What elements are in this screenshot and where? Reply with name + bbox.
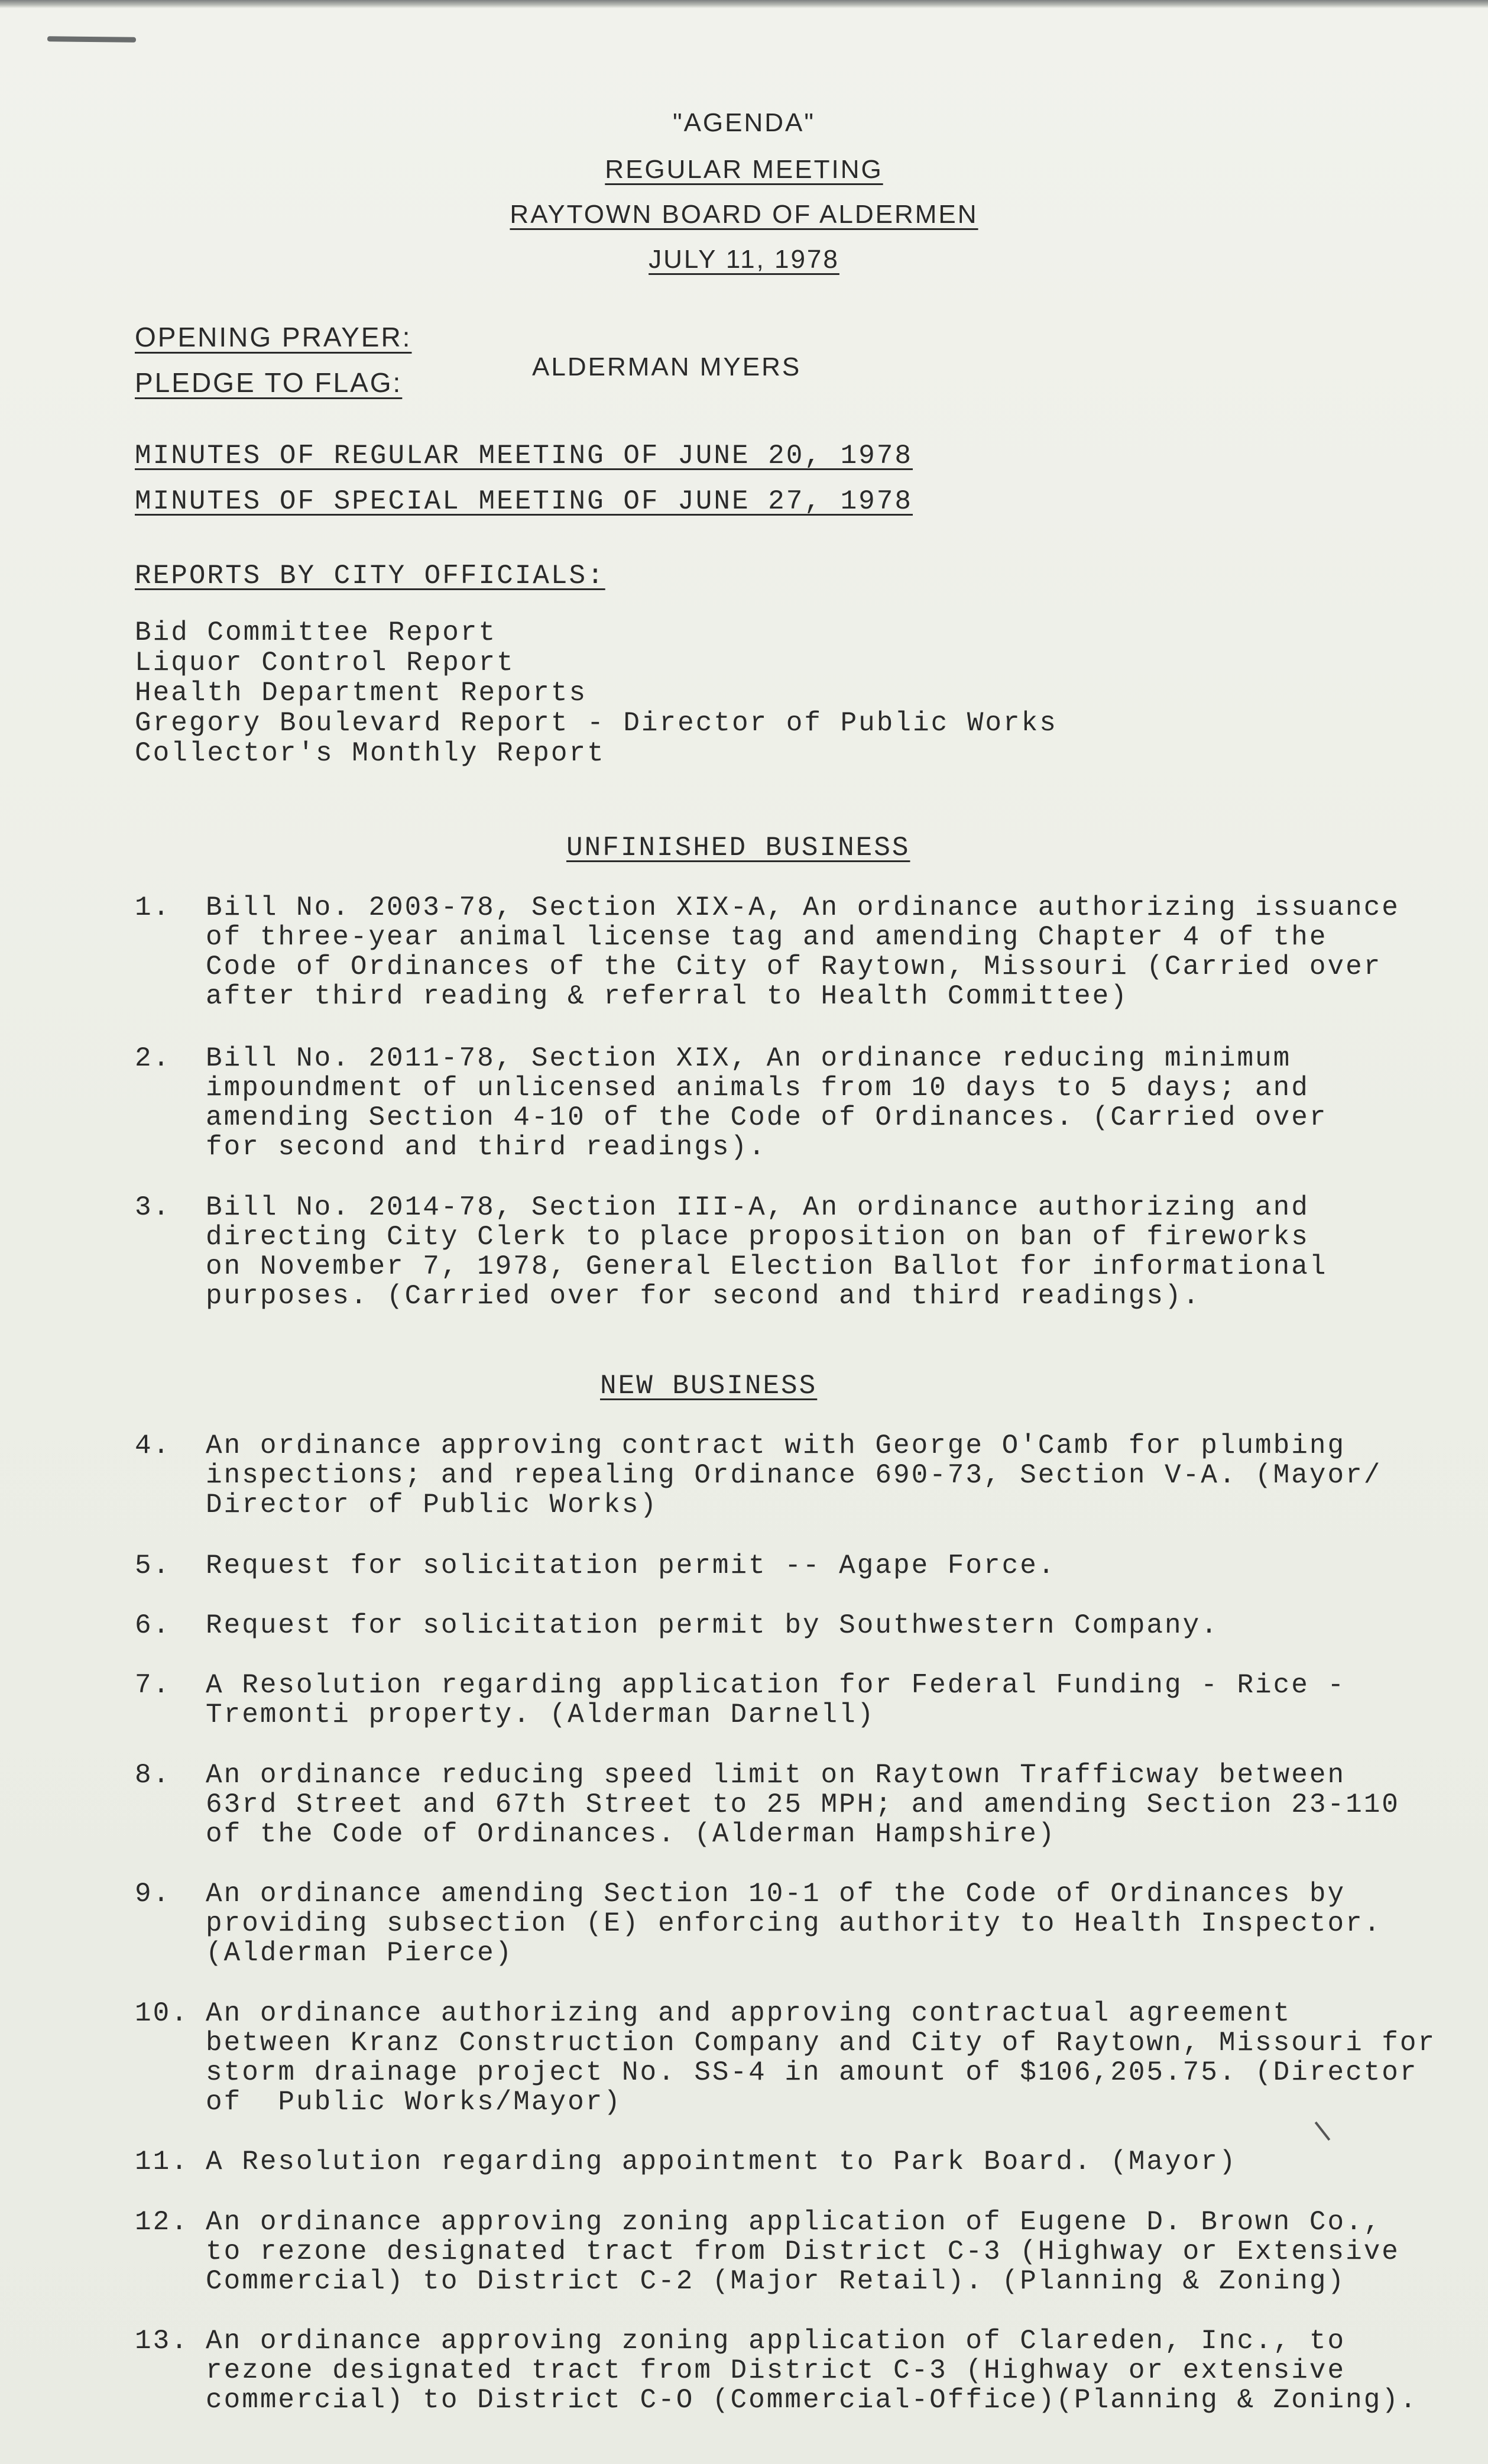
meeting-type: REGULAR MEETING bbox=[605, 155, 883, 184]
minutes-special: MINUTES OF SPECIAL MEETING OF JUNE 27, 1978 bbox=[135, 486, 913, 517]
item-text: An ordinance amending Section 10-1 of the Code of Ordinances by providing subsection (E) enforcing authority to Health Inspector. (Alderman Pierce) bbox=[206, 1879, 1382, 1968]
agenda-title: "AGENDA" bbox=[672, 108, 816, 137]
item-text: An ordinance authorizing and approving contractual agreement between Kranz Construction Company and City of Raytown, Missouri for storm drainage project No. SS-4 in amount of $106,205.75. (Director of Public Works/Mayor) bbox=[206, 1998, 1437, 2117]
item-text: An ordinance reducing speed limit on Raytown Trafficway between 63rd Street and 67th Street to 25 MPH; and amending Section 23-110 of the Code of Ordinances. (Alderman Hampshire) bbox=[206, 1760, 1400, 1850]
item-text: Request for solicitation permit -- Agape Force. bbox=[206, 1550, 1056, 1581]
item-number: 8. bbox=[135, 1760, 171, 1790]
list-item: Bid Committee Report bbox=[135, 617, 497, 648]
item-number: 7. bbox=[135, 1670, 171, 1701]
item-text: A Resolution regarding application for Federal Funding - Rice - Tremonti property. (Alderman Darnell) bbox=[206, 1670, 1346, 1730]
item-number: 12. bbox=[135, 2207, 189, 2238]
item-number: 13. bbox=[135, 2326, 189, 2356]
list-item: Gregory Boulevard Report - Director of Public Works bbox=[135, 708, 1058, 739]
item-text: An ordinance approving zoning application of Clareden, Inc., to rezone designated tract from District C-3 (Highway or extensive commercial) to District C-O (Commercial-Office)(Planning & Zoning). bbox=[206, 2326, 1418, 2416]
item-number: 9. bbox=[135, 1879, 171, 1909]
list-item: Liquor Control Report bbox=[135, 647, 515, 678]
item-number: 11. bbox=[135, 2146, 189, 2177]
item-text: Bill No. 2011-78, Section XIX, An ordinance reducing minimum impoundment of unlicensed animals from 10 days to 5 days; and amending Section 4-10 of the Code of Ordinances. (Carried over for second and third readings). bbox=[206, 1043, 1328, 1163]
meeting-date: JULY 11, 1978 bbox=[649, 245, 839, 274]
list-item: Health Department Reports bbox=[135, 678, 588, 708]
paper-top-edge bbox=[0, 0, 1488, 8]
pledge-label: PLEDGE TO FLAG: bbox=[135, 367, 403, 398]
item-number: 2. bbox=[135, 1043, 171, 1074]
item-number: 4. bbox=[135, 1430, 171, 1461]
new-business-heading: NEW BUSINESS bbox=[600, 1371, 818, 1401]
item-text: Request for solicitation permit by Southwestern Company. bbox=[206, 1610, 1219, 1641]
opening-prayer-label: OPENING PRAYER: bbox=[135, 322, 412, 352]
item-text: An ordinance approving contract with George O'Camb for plumbing inspections; and repealing Ordinance 690-73, Section V-A. (Mayor/ Director of Public Works) bbox=[206, 1430, 1382, 1520]
item-number: 10. bbox=[135, 1998, 189, 2029]
board-name: RAYTOWN BOARD OF ALDERMEN bbox=[510, 200, 978, 229]
item-text: A Resolution regarding appointment to Park Board. (Mayor) bbox=[206, 2146, 1237, 2177]
reports-list bbox=[135, 618, 1058, 769]
staple-mark bbox=[47, 36, 136, 43]
pen-mark bbox=[1315, 2122, 1331, 2141]
item-text: Bill No. 2014-78, Section III-A, An ordinance authorizing and directing City Clerk to place proposition on ban of fireworks on November 7, 1978, General Election Ballot for informational purposes. (Carried over for second and third readings). bbox=[206, 1192, 1328, 1312]
item-number: 3. bbox=[135, 1192, 171, 1223]
item-text: An ordinance approving zoning application of Eugene D. Brown Co., to rezone designated tract from District C-3 (Highway or Extensive Commercial) to District C-2 (Major Retail). (Planning & Zoning) bbox=[206, 2207, 1400, 2297]
unfinished-business-heading: UNFINISHED BUSINESS bbox=[566, 833, 910, 863]
minutes-regular: MINUTES OF REGULAR MEETING OF JUNE 20, 1978 bbox=[135, 441, 913, 471]
officiant-name: ALDERMAN MYERS bbox=[532, 352, 802, 381]
item-text: Bill No. 2003-78, Section XIX-A, An ordinance authorizing issuance of three-year animal license tag and amending Chapter 4 of the Code of Ordinances of the City of Raytown, Missouri (Carried over after third reading & referral to Health Committee) bbox=[206, 892, 1400, 1012]
list-item: Collector's Monthly Report bbox=[135, 738, 605, 769]
reports-heading: REPORTS BY CITY OFFICIALS: bbox=[135, 561, 605, 591]
item-number: 5. bbox=[135, 1550, 171, 1581]
item-number: 6. bbox=[135, 1610, 171, 1641]
item-number: 1. bbox=[135, 892, 171, 923]
